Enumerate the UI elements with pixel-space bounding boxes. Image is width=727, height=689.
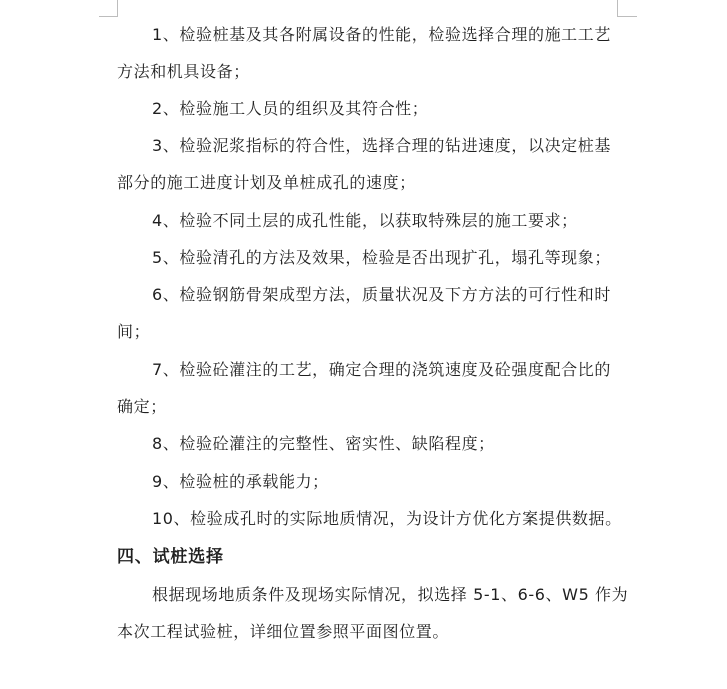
list-item-3-line-1: 3、检验泥浆指标的符合性，选择合理的钻进速度，以决定桩基 [152,136,611,155]
list-item-7-line-2: 确定； [117,397,167,416]
list-item-1-line-2: 方法和机具设备； [117,62,250,81]
list-item-4: 4、检验不同土层的成孔性能，以获取特殊层的施工要求； [152,211,578,230]
list-item-1-line-1: 1、检验桩基及其各附属设备的性能，检验选择合理的施工工艺 [152,25,611,44]
list-item-8: 8、检验砼灌注的完整性、密实性、缺陷程度； [152,434,495,453]
list-item-6-line-1: 6、检验钢筋骨架成型方法，质量状况及下方方法的可行性和时 [152,285,611,304]
list-item-2: 2、检验施工人员的组织及其符合性； [152,99,429,118]
section-paragraph-line-1: 根据现场地质条件及现场实际情况，拟选择 5-1、6-6、W5 作为 [152,585,629,604]
section-paragraph-line-2: 本次工程试验桩，详细位置参照平面图位置。 [117,622,450,641]
list-item-9: 9、检验桩的承载能力； [152,472,329,491]
list-item-7-line-1: 7、检验砼灌注的工艺，确定合理的浇筑速度及砼强度配合比的 [152,360,611,379]
list-item-3-line-2: 部分的施工进度计划及单桩成孔的速度； [117,173,416,192]
list-item-6-line-2: 间； [117,322,151,341]
list-item-5: 5、检验清孔的方法及效果，检验是否出现扩孔，塌孔等现象； [152,248,611,267]
section-heading: 四、试桩选择 [117,547,224,567]
list-item-10: 10、检验成孔时的实际地质情况，为设计方优化方案提供数据。 [152,509,622,528]
